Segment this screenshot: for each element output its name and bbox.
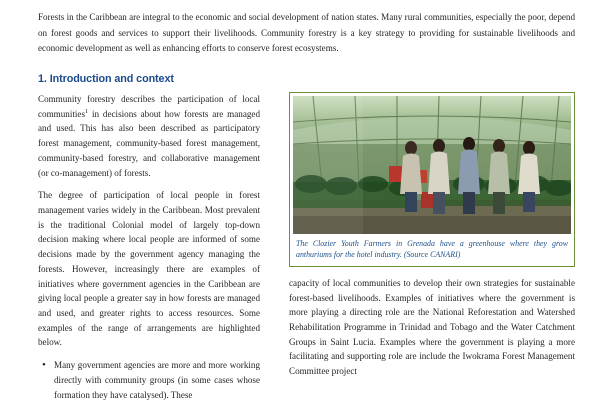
left-column-bullet-list	[38, 358, 260, 402]
paragraph-1-text-after-footnote: in decisions about how forests are managed and used. This has also been described as participatory forest management, community-based forest management, community-based forestry, and collaborative management (or co-management) of forests.	[38, 108, 260, 178]
intro-paragraph: Forests in the Caribbean are integral to the economic and social development of nation states. Many rural communities, especially the poor, depend on forest goods and services to support their livelihoods. Community forestry is a key strategy to providing for sustainable livelihoods and economic development as well as enhancing efforts to conserve forest ecosystems.	[38, 12, 575, 54]
paragraph-1-text-before-footnote: Community forestry describes the participation of local communities	[38, 93, 260, 119]
right-column-paragraph-1: capacity of local communities to develop their own strategies for sustainable forest-based livelihoods. Examples of initiatives where the government is more playing a directing role are the National Reforestation and Watershed Rehabilitation Programme in Trinidad and Tobago and the Water Catchment Groups in Saint Lucia. Examples where the government is playing a more facilitating and supporting role are include the Iwokrama Forest Management Committee project	[289, 277, 575, 377]
footnote-marker: 1	[84, 107, 89, 115]
left-column-paragraph-1	[38, 92, 260, 180]
right-column	[289, 92, 575, 379]
greenhouse-photo-illustration	[293, 96, 571, 234]
figure-caption-source: (Source CANARI)	[403, 250, 461, 260]
figure-caption	[293, 234, 571, 263]
figure-greenhouse	[289, 92, 575, 267]
left-column	[38, 92, 260, 408]
section-heading: 1. Introduction and context	[38, 72, 174, 85]
greenhouse-photo	[293, 96, 571, 234]
list-item: • Many government agencies are more and more working directly with community groups (in some cases whose formation they have catalysed). These	[38, 358, 260, 402]
left-column-paragraph-2: The degree of participation of local people in forest management varies widely in the Caribbean. Most prevalent is the traditional Colonial model of largely top-down decision making where local people are informed of some decisions made by the government agency managing the forests. However, increasingly there are examples of initiatives where government agencies in the Caribbean are giving local people a greater say in how forests are managed and used, and greater rights to access resources. Some examples of the range of arrangements are highlighted below.	[38, 190, 260, 348]
two-column-layout	[38, 92, 575, 408]
figure-caption-main: The Clozier Youth Farmers in Grenada have a greenhouse where they grow anthuriums for the hotel industry.	[296, 238, 568, 260]
